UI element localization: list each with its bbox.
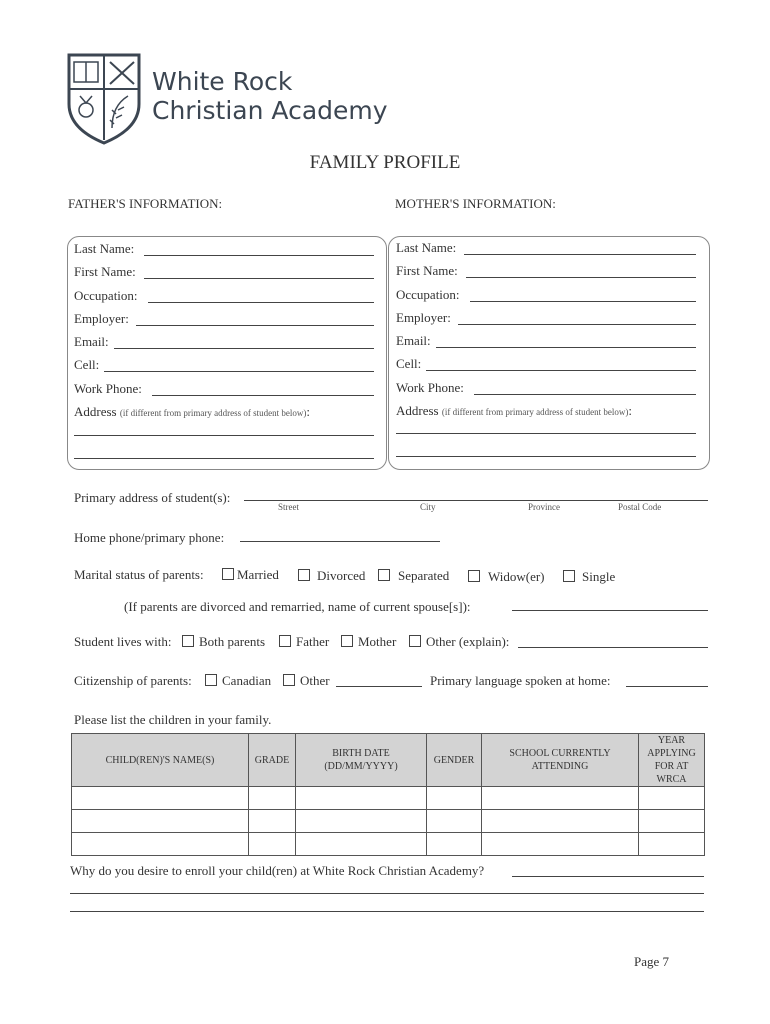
mother-email-label: Email:: [396, 333, 431, 348]
mother-employer-field[interactable]: [458, 324, 696, 325]
mother-heading: MOTHER'S INFORMATION:: [395, 196, 556, 211]
father-employer-label: Employer:: [74, 311, 129, 326]
table-cell[interactable]: [296, 810, 427, 833]
enroll-answer-line2[interactable]: [70, 893, 704, 894]
single-label: Single: [582, 569, 616, 584]
father-email-field[interactable]: [114, 348, 374, 349]
col-year-applying: YEAR APPLYING FOR AT WRCA: [639, 734, 705, 787]
mother-address-label: Address (if different from primary address of student below):: [396, 403, 633, 418]
home-phone-field[interactable]: [240, 541, 440, 542]
table-cell[interactable]: [427, 833, 482, 856]
father-occupation-label: Occupation:: [74, 288, 138, 303]
table-cell[interactable]: [249, 810, 296, 833]
citizenship-canadian-option[interactable]: [205, 673, 271, 689]
marital-status-label: Marital status of parents:: [74, 567, 204, 582]
enroll-answer-line1[interactable]: [512, 876, 704, 877]
col-gender: GENDER: [427, 734, 482, 787]
marital-separated-option[interactable]: [378, 568, 449, 584]
children-table: [71, 733, 705, 856]
lives-with-other-option[interactable]: [409, 634, 509, 650]
mother-address-line2[interactable]: [396, 456, 696, 457]
separated-checkbox[interactable]: [378, 569, 390, 581]
mother-cell-label: Cell:: [396, 356, 422, 371]
school-crest-icon: [66, 52, 142, 146]
citizenship-other-field[interactable]: [336, 686, 422, 687]
table-cell[interactable]: [72, 787, 249, 810]
other-explain-label: Other (explain):: [426, 634, 510, 649]
table-cell[interactable]: [639, 810, 705, 833]
father-cell-label: Cell:: [74, 357, 100, 372]
mother-address-note: (if different from primary address of student below): [441, 407, 629, 417]
father-work-phone-field[interactable]: [152, 395, 374, 396]
mother-email-field[interactable]: [436, 347, 696, 348]
widow-label: Widow(er): [488, 569, 545, 584]
both-parents-checkbox[interactable]: [182, 635, 194, 647]
form-title: FAMILY PROFILE: [309, 152, 461, 173]
father-address-label: Address (if different from primary address of student below):: [74, 404, 311, 419]
lives-with-mother-option[interactable]: [341, 634, 396, 650]
province-sublabel: Province: [528, 502, 560, 512]
table-row: [72, 787, 705, 810]
table-cell[interactable]: [482, 833, 639, 856]
children-intro: Please list the children in your family.: [74, 712, 272, 727]
col-birth-date: BIRTH DATE (DD/MM/YYYY): [296, 734, 427, 787]
school-name-line1: White Rock: [152, 67, 293, 96]
table-cell[interactable]: [296, 833, 427, 856]
col-child-name: CHILD(REN)'S NAME(S): [72, 734, 249, 787]
mother-option-label: Mother: [358, 634, 397, 649]
spouse-field[interactable]: [512, 610, 708, 611]
lives-with-label: Student lives with:: [74, 634, 172, 649]
father-first-name-field[interactable]: [144, 278, 374, 279]
father-last-name-label: Last Name:: [74, 241, 135, 256]
street-sublabel: Street: [278, 502, 299, 512]
mother-cell-field[interactable]: [426, 370, 696, 371]
table-cell[interactable]: [249, 787, 296, 810]
mother-first-name-field[interactable]: [466, 277, 696, 278]
canadian-checkbox[interactable]: [205, 674, 217, 686]
primary-address-field[interactable]: [244, 500, 708, 501]
father-address-word: Address: [74, 404, 117, 419]
table-cell[interactable]: [72, 810, 249, 833]
enroll-answer-line3[interactable]: [70, 911, 704, 912]
single-checkbox[interactable]: [563, 570, 575, 582]
married-checkbox[interactable]: [222, 568, 234, 580]
both-parents-label: Both parents: [199, 634, 266, 649]
table-cell[interactable]: [639, 833, 705, 856]
father-address-line2[interactable]: [74, 458, 374, 459]
father-employer-field[interactable]: [136, 325, 374, 326]
marital-widow-option[interactable]: [468, 569, 545, 585]
table-cell[interactable]: [427, 787, 482, 810]
postal-code-sublabel: Postal Code: [618, 502, 662, 512]
table-cell[interactable]: [482, 810, 639, 833]
citizenship-other-checkbox[interactable]: [283, 674, 295, 686]
marital-divorced-option[interactable]: [298, 568, 365, 584]
mother-employer-label: Employer:: [396, 310, 451, 325]
father-email-label: Email:: [74, 334, 109, 349]
canadian-label: Canadian: [222, 673, 272, 688]
table-header-row: [72, 734, 705, 787]
other-explain-field[interactable]: [518, 647, 708, 648]
page-number: Page 7: [634, 954, 670, 969]
lives-with-both-option[interactable]: [182, 634, 265, 650]
father-first-name-label: First Name:: [74, 264, 136, 279]
col-grade: GRADE: [249, 734, 296, 787]
citizenship-other-label: Other: [300, 673, 330, 688]
school-logo: [66, 52, 396, 147]
mother-occupation-field[interactable]: [470, 301, 696, 302]
citizenship-label: Citizenship of parents:: [74, 673, 192, 688]
mother-address-word: Address: [396, 403, 439, 418]
primary-language-field[interactable]: [626, 686, 708, 687]
table-cell[interactable]: [427, 810, 482, 833]
divorced-checkbox[interactable]: [298, 569, 310, 581]
table-row: [72, 833, 705, 856]
school-name-line2: Christian Academy: [152, 96, 388, 125]
table-cell[interactable]: [249, 833, 296, 856]
separated-label: Separated: [398, 568, 450, 583]
enroll-question: Why do you desire to enroll your child(ren) at White Rock Christian Academy?: [70, 863, 485, 878]
divorced-label: Divorced: [317, 568, 366, 583]
table-row: [72, 810, 705, 833]
father-occupation-field[interactable]: [148, 302, 374, 303]
marital-married-option[interactable]: [222, 567, 279, 583]
city-sublabel: City: [420, 502, 436, 512]
mother-work-phone-label: Work Phone:: [396, 380, 464, 395]
widow-checkbox[interactable]: [468, 570, 480, 582]
primary-address-label: Primary address of student(s):: [74, 490, 231, 505]
col-school: SCHOOL CURRENTLY ATTENDING: [482, 734, 639, 787]
mother-last-name-label: Last Name:: [396, 240, 457, 255]
mother-last-name-field[interactable]: [464, 254, 696, 255]
father-address-line1[interactable]: [74, 435, 374, 436]
home-phone-label: Home phone/primary phone:: [74, 530, 225, 545]
table-cell[interactable]: [482, 787, 639, 810]
other-checkbox[interactable]: [409, 635, 421, 647]
citizenship-other-option[interactable]: [283, 673, 330, 689]
mother-occupation-label: Occupation:: [396, 287, 460, 302]
table-cell[interactable]: [72, 833, 249, 856]
father-last-name-field[interactable]: [144, 255, 374, 256]
father-work-phone-label: Work Phone:: [74, 381, 142, 396]
mother-work-phone-field[interactable]: [474, 394, 696, 395]
father-address-note: (if different from primary address of student below): [119, 408, 307, 418]
primary-language-label: Primary language spoken at home:: [430, 673, 611, 688]
table-cell[interactable]: [639, 787, 705, 810]
marital-single-option[interactable]: [563, 569, 615, 585]
lives-with-father-option[interactable]: [279, 634, 329, 650]
mother-first-name-label: First Name:: [396, 263, 458, 278]
father-cell-field[interactable]: [104, 371, 374, 372]
married-label: Married: [237, 567, 279, 582]
spouse-label: (If parents are divorced and remarried, name of current spouse[s]):: [124, 599, 471, 614]
mother-address-line1[interactable]: [396, 433, 696, 434]
father-checkbox[interactable]: [279, 635, 291, 647]
father-option-label: Father: [296, 634, 330, 649]
father-heading: FATHER'S INFORMATION:: [68, 196, 223, 211]
table-cell[interactable]: [296, 787, 427, 810]
mother-checkbox[interactable]: [341, 635, 353, 647]
